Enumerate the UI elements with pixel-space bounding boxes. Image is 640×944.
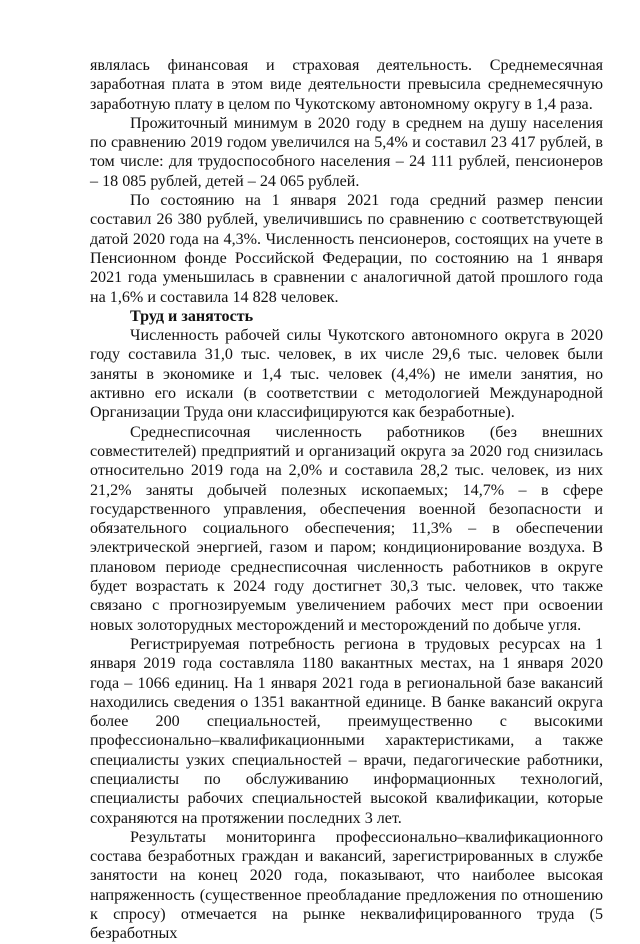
document-page	[90, 56, 603, 944]
paragraph-labor-force: Численность рабочей силы Чукотского автономного округа в 2020 году составила 31,0 тыс. человек, в их числе 29,6 тыс. человек были заняты в экономике и 1,4 тыс. человек (4,4%) не имели занятия, но активно его искали (в соответствии с методологией Международной Организации Труда они классифицируются как безработные).	[90, 327, 603, 422]
section-heading-labor: Труд и занятость	[130, 307, 254, 325]
paragraph-finance-wages: являлась финансовая и страховая деятельность. Среднемесячная заработная плата в этом виде деятельности превысила среднемесячную заработную плату в целом по Чукотскому автономному округу в 1,4 раза.	[90, 57, 603, 113]
paragraph-monitoring-results: Результаты мониторинга профессионально–квалификационного состава безработных граждан и вакансий, зарегистрированных в службе занятости на конец 2020 года, показывают, что наиболее высокая напряженность (существенное преобладание предложения по отношению к спросу) отмечается на рынке неквалифицированного труда (5 безработных	[90, 828, 603, 943]
paragraph-vacancies: Регистрируемая потребность региона в трудовых ресурсах на 1 января 2019 года составляла 1180 вакантных местах, на 1 января 2020 года – 1066 единиц. На 1 января 2021 года в региональной базе вакансий находились сведения о 1351 вакантной единице. В банке вакансий округа более 200 специальностей, преимущественно с высокими профессионально–квалификационными характеристиками, а также специалисты узких специальностей – врачи, педагогические работники, специалисты по обслуживанию информационных технологий, специалисты рабочих специальностей высокой квалификации, которые сохраняются на протяжении последних 3 лет.	[90, 635, 603, 827]
paragraph-average-headcount: Среднесписочная численность работников (без внешних совместителей) предприятий и организаций округа за 2020 год снизилась относительно 2019 года на 2,0% и составила 28,2 тыс. человек, из них 21,2% заняты добычей полезных ископаемых; 14,7% – в сфере государственного управления, обеспечения военной безопасности и обязательного социального обеспечения; 11,3% – в обеспечении электрической энергией, газом и паром; кондиционирование воздуха. В плановом периоде среднесписочная численность работников в округе будет возрастать к 2024 году достигнет 30,3 тыс. человек, что также связано с прогнозируемым увеличением рабочих мест при освоении новых золоторудных месторождений и месторождений по добыче угля.	[90, 423, 603, 634]
paragraph-pensions: По состоянию на 1 января 2021 года средний размер пенсии составил 26 380 рублей, увеличившись по сравнению с соответствующей датой 2020 года на 4,3%. Численность пенсионеров, состоящих на учете в Пенсионном фонде Российской Федерации, по состоянию на 1 января 2021 года уменьшилась в сравнении с аналогичной датой прошлого года на 1,6% и составила 14 828 человек.	[90, 192, 603, 306]
paragraph-subsistence-minimum: Прожиточный минимум в 2020 году в среднем на душу населения по сравнению 2019 годом увеличился на 5,4% и составил 23 417 рублей, в том числе: для трудоспособного населения – 24 111 рублей, пенсионеров – 18 085 рублей, детей – 24 065 рублей.	[90, 114, 603, 190]
